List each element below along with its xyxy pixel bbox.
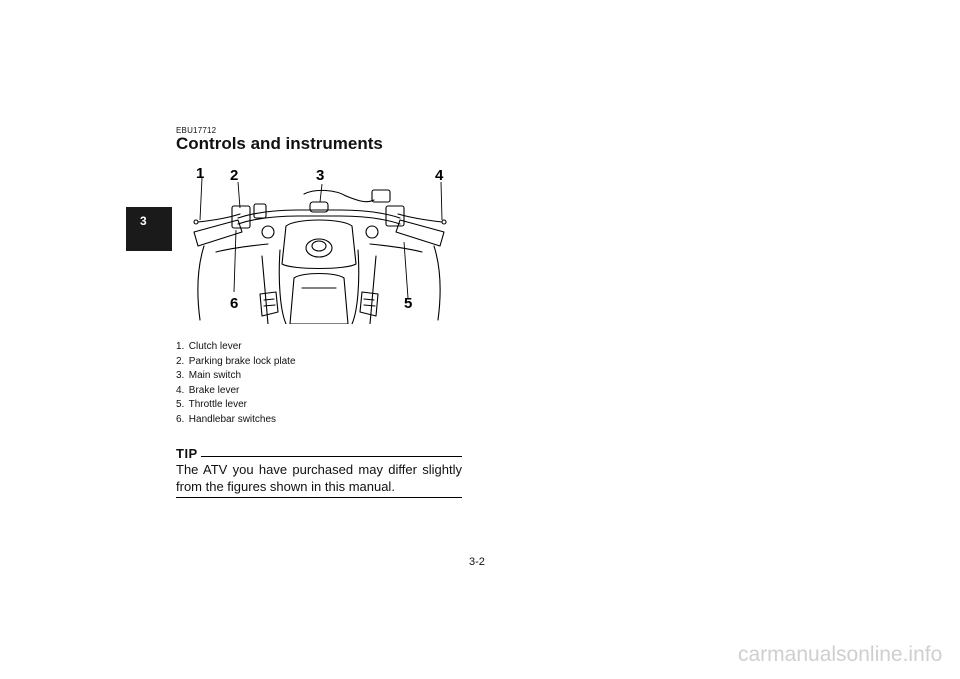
list-item: 6. Handlebar switches: [176, 413, 277, 425]
callout-3: 3: [316, 167, 325, 184]
chapter-number: 3: [140, 214, 147, 228]
callout-4: 4: [435, 167, 444, 184]
callout-6: 6: [230, 295, 239, 312]
list-item: 4. Brake lever: [176, 384, 240, 396]
callout-1: 1: [196, 165, 205, 182]
list-item: 2. Parking brake lock plate: [176, 355, 296, 367]
tip-divider-top: [201, 456, 462, 457]
chapter-tab: [126, 207, 172, 251]
document-code: EBU17712: [176, 126, 217, 135]
section-title: Controls and instruments: [176, 134, 383, 153]
callout-2: 2: [230, 167, 239, 184]
page-number: 3-2: [469, 556, 485, 568]
handlebar-illustration: [176, 160, 462, 324]
list-item: 5. Throttle lever: [176, 399, 247, 411]
tip-body: The ATV you have purchased may differ slightly from the figures shown in this manual.: [176, 462, 462, 494]
list-item: 1. Clutch lever: [176, 341, 242, 352]
list-item: 3. Main switch: [176, 370, 242, 382]
tip-divider-bottom: [176, 497, 462, 498]
watermark: carmanualsonline.info: [738, 643, 943, 666]
tip-heading: TIP: [176, 446, 198, 461]
figure-caption-list: [176, 340, 296, 428]
callout-5: 5: [404, 295, 413, 312]
